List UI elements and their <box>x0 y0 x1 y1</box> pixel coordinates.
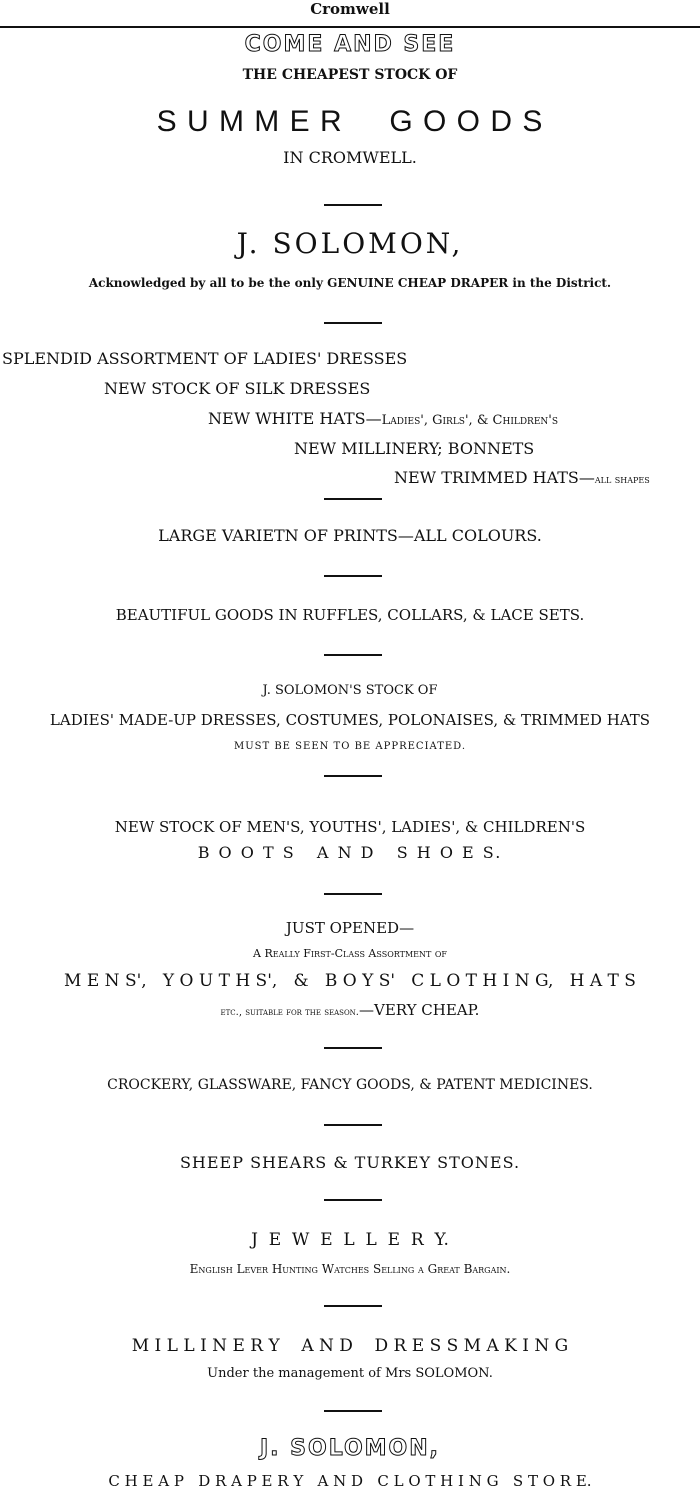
divider <box>324 893 382 895</box>
divider <box>324 498 382 500</box>
madeup-line-3: MUST BE SEEN TO BE APPRECIATED. <box>233 741 467 752</box>
boots-line-2: B O O T S A N D S H O E S. <box>197 843 503 862</box>
shears-line: SHEEP SHEARS & TURKEY STONES. <box>179 1153 521 1172</box>
divider <box>324 1305 382 1307</box>
divider <box>324 775 382 777</box>
millinery-title: M I L L I N E R Y A N D D R E S S M A K I N G <box>131 1336 569 1356</box>
merchant-name: J. SOLOMON, <box>236 227 464 260</box>
divider <box>324 575 382 577</box>
dresses-line-4: NEW MILLINERY; BONNETS <box>294 439 535 458</box>
dresses-line-5: NEW TRIMMED HATS—all shapes <box>394 468 650 487</box>
divider <box>324 654 382 656</box>
clothing-line-1: JUST OPENED— <box>285 919 415 937</box>
footer-store-line: C H E A P D R A P E R Y A N D C L O T H I N G S T O R E. <box>108 1472 592 1490</box>
madeup-line-1: J. SOLOMON'S STOCK OF <box>262 683 438 698</box>
millinery-subtitle: Under the management of Mrs SOLOMON. <box>207 1366 493 1381</box>
divider <box>324 1410 382 1412</box>
in-cromwell-line: IN CROMWELL. <box>283 148 417 167</box>
clothing-line-3: M E N S', Y O U T H S', & B O Y S' C L O T H I N G, H A T S <box>64 971 636 991</box>
come-and-see-heading: COME AND SEE <box>244 32 456 57</box>
divider <box>324 1199 382 1201</box>
header-rule <box>0 26 700 28</box>
crockery-line: CROCKERY, GLASSWARE, FANCY GOODS, & PATENT MEDICINES. <box>107 1077 593 1093</box>
summer-goods-heading: S U M M E R G O O D S <box>156 105 544 138</box>
jewellery-subtitle: English Lever Hunting Watches Selling a Great Bargain. <box>189 1262 511 1276</box>
jewellery-title: J E W E L L E R Y. <box>251 1230 449 1250</box>
clothing-line-4: etc., suitable for the season.—VERY CHEAP. <box>220 1001 480 1019</box>
header-town: Cromwell <box>310 0 390 18</box>
ruffles-line: BEAUTIFUL GOODS IN RUFFLES, COLLARS, & LACE SETS. <box>115 606 585 624</box>
merchant-tagline: Acknowledged by all to be the only GENUINE CHEAP DRAPER in the District. <box>88 276 612 290</box>
divider <box>324 204 382 206</box>
cheapest-stock-line: THE CHEAPEST STOCK OF <box>242 67 458 83</box>
dresses-line-1: SPLENDID ASSORTMENT OF LADIES' DRESSES <box>2 349 408 368</box>
madeup-line-2: LADIES' MADE-UP DRESSES, COSTUMES, POLONAISES, & TRIMMED HATS <box>49 711 651 729</box>
divider <box>324 1124 382 1126</box>
boots-line-1: NEW STOCK OF MEN'S, YOUTHS', LADIES', & CHILDREN'S <box>114 818 586 836</box>
clothing-line-2: A Really First-Class Assortment of <box>253 947 447 960</box>
prints-line: LARGE VARIETN OF PRINTS—ALL COLOURS. <box>158 526 542 545</box>
divider <box>324 1047 382 1049</box>
divider <box>324 322 382 324</box>
footer-merchant-name: J. SOLOMON, <box>259 1436 441 1461</box>
dresses-line-2: NEW STOCK OF SILK DRESSES <box>104 379 371 398</box>
dresses-line-3: NEW WHITE HATS—Ladies', Girls', & Children's <box>208 409 559 428</box>
